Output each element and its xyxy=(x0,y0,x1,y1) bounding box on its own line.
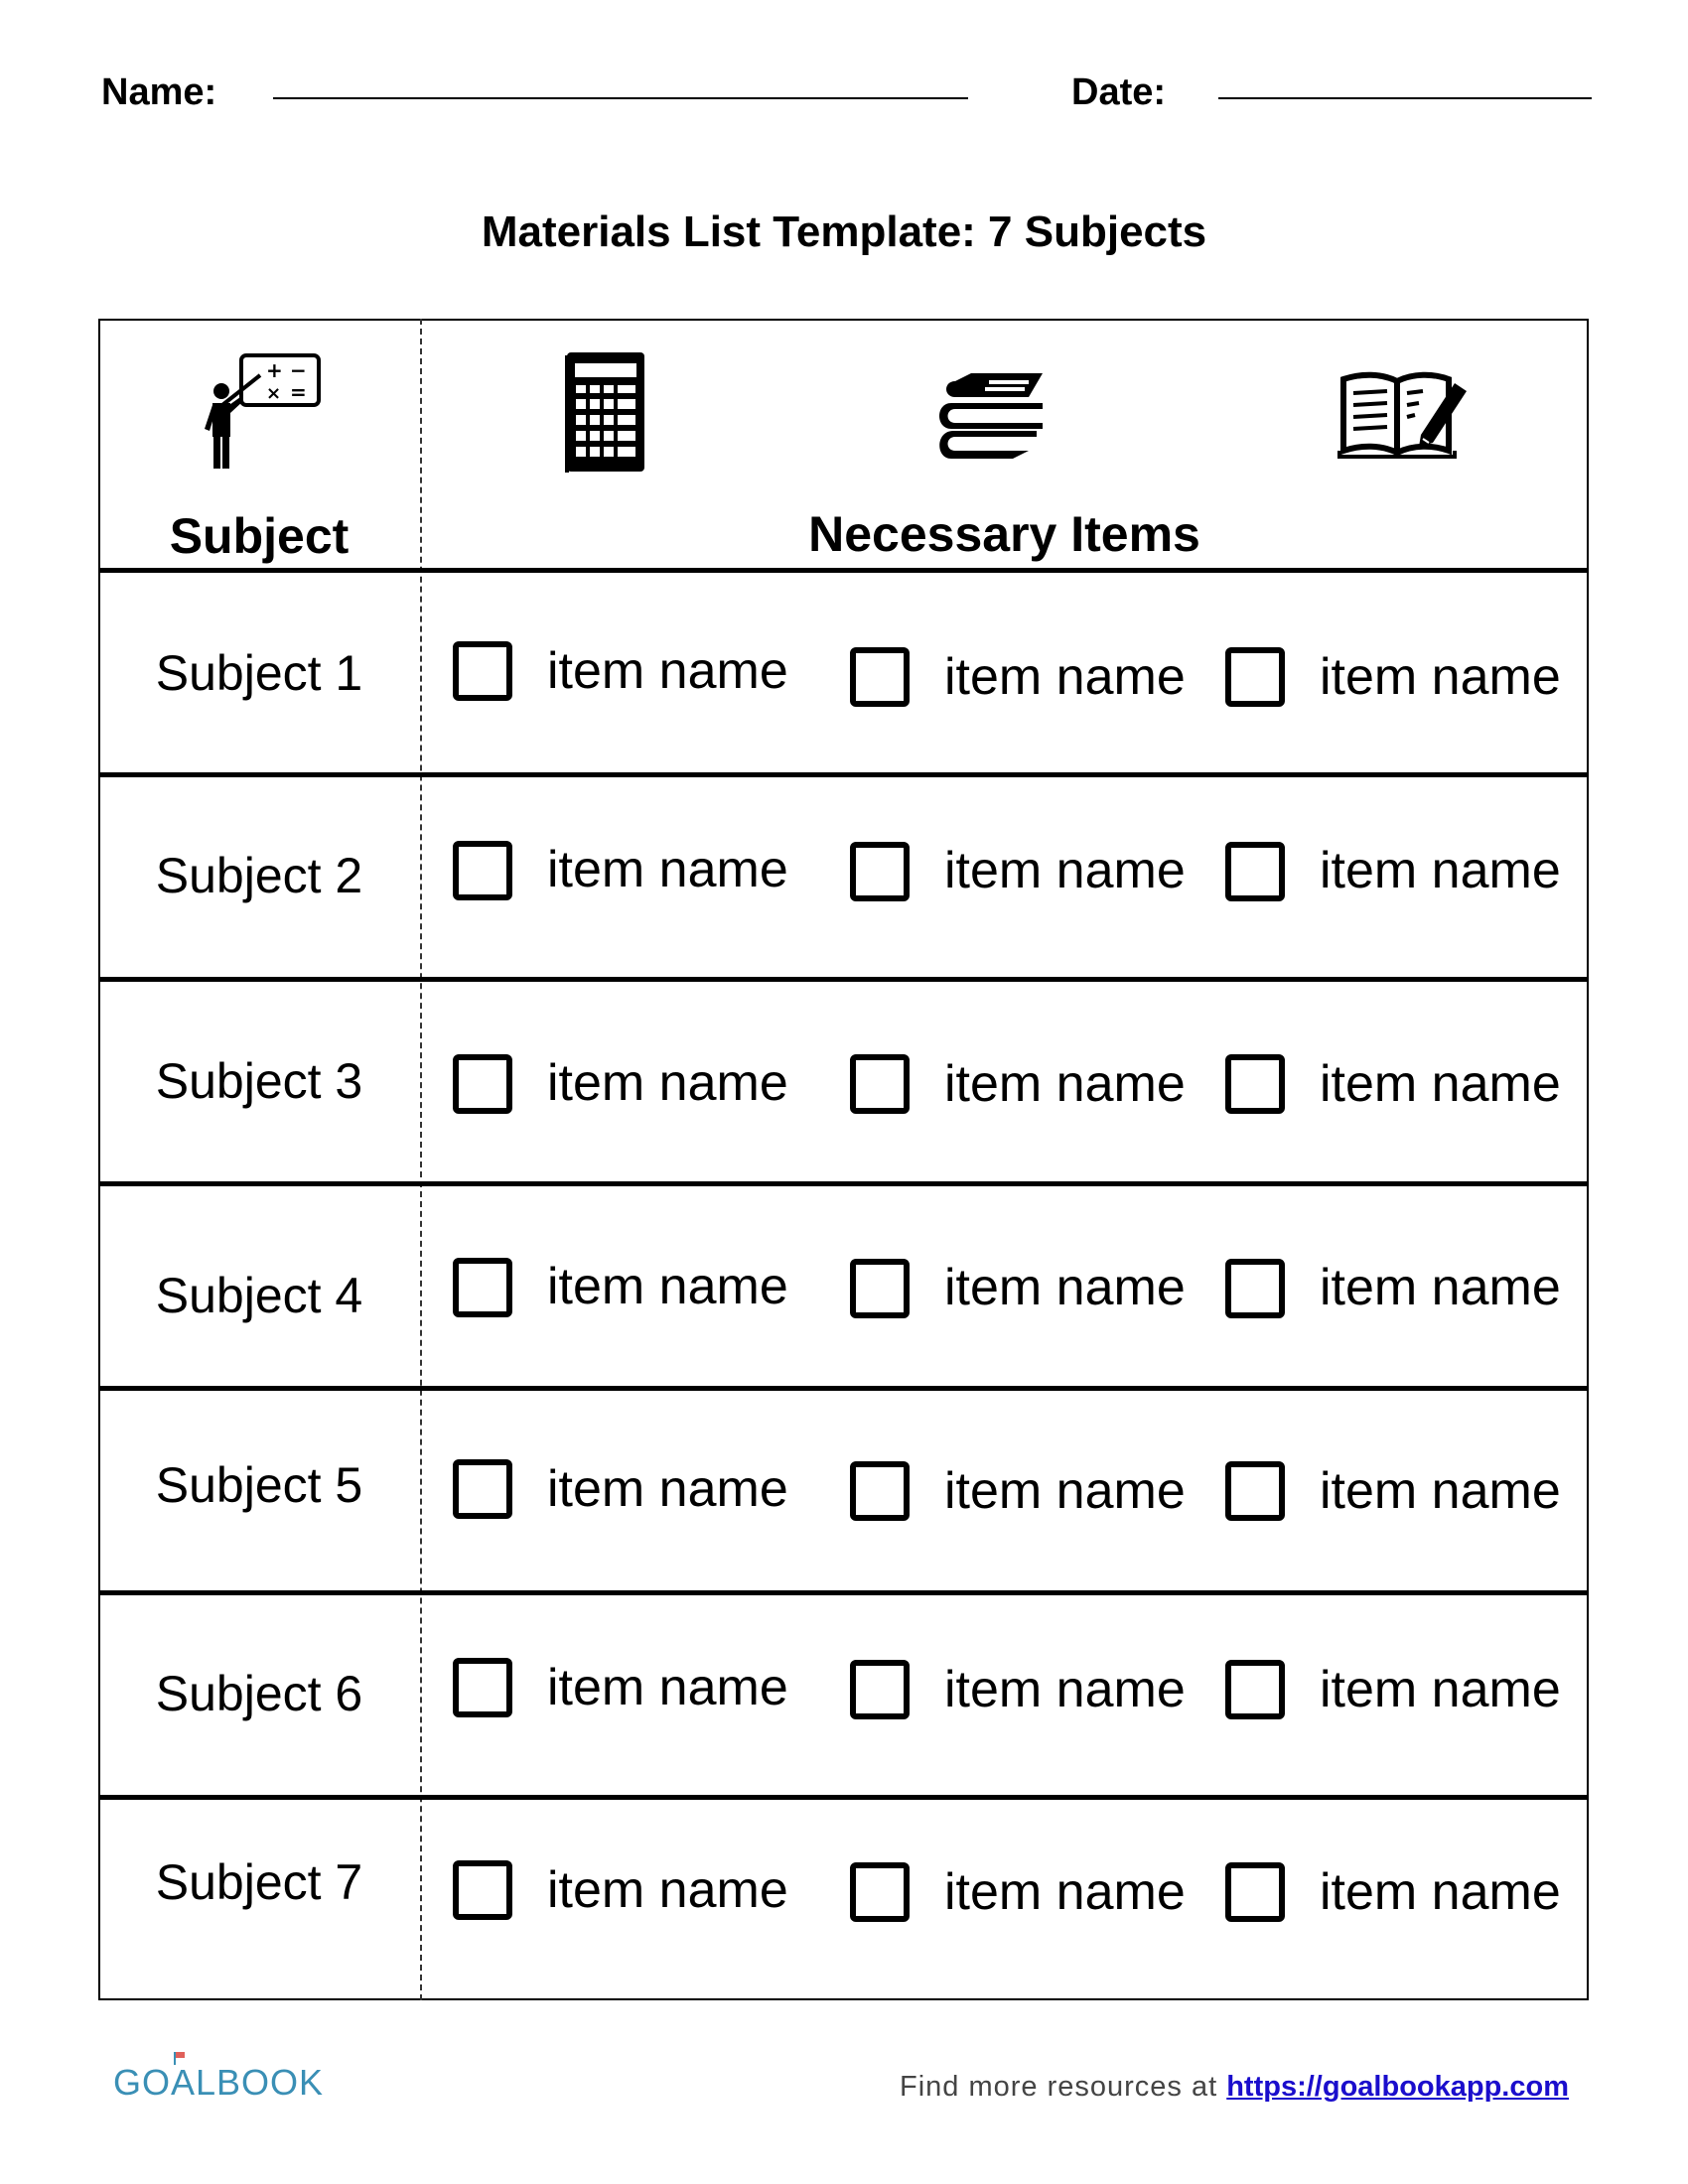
svg-text:=: = xyxy=(290,380,307,404)
teacher-icon xyxy=(199,353,323,473)
flag-icon xyxy=(173,2051,187,2065)
subject-label: Subject 7 xyxy=(155,1854,363,1910)
item-label: item name xyxy=(944,1661,1186,1718)
footer-caption: Find more resources at xyxy=(899,2071,1218,2103)
svg-text:−: − xyxy=(290,358,307,382)
item-checkbox[interactable] xyxy=(850,1461,910,1521)
row-rule xyxy=(98,1181,1589,1186)
item-label: item name xyxy=(547,642,788,700)
row-rule xyxy=(98,1795,1589,1800)
item-checkbox[interactable] xyxy=(1225,1461,1285,1521)
item-checkbox[interactable] xyxy=(850,647,910,707)
header-rule xyxy=(98,568,1589,573)
subject-label: Subject 1 xyxy=(155,645,363,701)
item-label: item name xyxy=(1320,1259,1561,1316)
item-checkbox[interactable] xyxy=(850,1259,910,1318)
subject-column-header: Subject xyxy=(169,508,350,564)
subject-label: Subject 4 xyxy=(155,1268,363,1323)
item-label: item name xyxy=(1320,1661,1561,1718)
name-label: Name: xyxy=(101,71,217,113)
date-label: Date: xyxy=(1071,71,1167,113)
item-label: item name xyxy=(547,841,788,898)
item-label: item name xyxy=(547,1659,788,1716)
subject-label: Subject 3 xyxy=(155,1053,363,1109)
item-checkbox[interactable] xyxy=(850,842,910,901)
item-checkbox[interactable] xyxy=(1225,647,1285,707)
item-label: item name xyxy=(547,1861,788,1919)
item-label: item name xyxy=(1320,1462,1561,1520)
subject-label: Subject 2 xyxy=(155,848,363,903)
item-checkbox[interactable] xyxy=(850,1862,910,1922)
item-label: item name xyxy=(1320,1055,1561,1113)
item-label: item name xyxy=(944,1863,1186,1921)
item-label: item name xyxy=(547,1460,788,1518)
footer-text xyxy=(900,2073,1569,2102)
page-title: Materials List Template: 7 Subjects xyxy=(481,207,1207,256)
svg-text:×: × xyxy=(266,383,282,404)
item-checkbox[interactable] xyxy=(453,1658,512,1717)
item-label: item name xyxy=(944,1259,1186,1316)
item-checkbox[interactable] xyxy=(1225,1660,1285,1719)
svg-text:+: + xyxy=(266,358,283,382)
row-rule xyxy=(98,1590,1589,1595)
item-checkbox[interactable] xyxy=(453,1860,512,1920)
item-label: item name xyxy=(944,842,1186,899)
item-checkbox[interactable] xyxy=(453,1459,512,1519)
item-checkbox[interactable] xyxy=(453,1258,512,1317)
item-checkbox[interactable] xyxy=(1225,842,1285,901)
date-input-line[interactable] xyxy=(1218,97,1592,99)
notebook-pencil-icon xyxy=(1337,369,1469,459)
subject-label: Subject 6 xyxy=(155,1666,363,1721)
goalbook-link[interactable]: https://goalbookapp.com xyxy=(1226,2071,1569,2103)
row-rule xyxy=(98,772,1589,777)
item-label: item name xyxy=(944,1055,1186,1113)
item-checkbox[interactable] xyxy=(1225,1054,1285,1114)
name-input-line[interactable] xyxy=(273,97,968,99)
necessary-items-column-header: Necessary Items xyxy=(808,506,1200,562)
item-checkbox[interactable] xyxy=(453,841,512,900)
subject-label: Subject 5 xyxy=(155,1457,363,1513)
item-label: item name xyxy=(1320,648,1561,706)
books-icon xyxy=(933,369,1055,463)
item-label: item name xyxy=(1320,842,1561,899)
item-checkbox[interactable] xyxy=(850,1054,910,1114)
goalbook-logo: GOALBOOK xyxy=(113,2062,325,2103)
item-checkbox[interactable] xyxy=(1225,1259,1285,1318)
item-label: item name xyxy=(547,1054,788,1112)
item-label: item name xyxy=(547,1258,788,1315)
item-label: item name xyxy=(944,648,1186,706)
row-rule xyxy=(98,977,1589,982)
item-checkbox[interactable] xyxy=(453,1054,512,1114)
item-checkbox[interactable] xyxy=(453,641,512,701)
item-checkbox[interactable] xyxy=(1225,1862,1285,1922)
item-label: item name xyxy=(944,1462,1186,1520)
item-checkbox[interactable] xyxy=(850,1660,910,1719)
calculator-icon xyxy=(564,349,649,477)
row-rule xyxy=(98,1386,1589,1391)
item-label: item name xyxy=(1320,1863,1561,1921)
